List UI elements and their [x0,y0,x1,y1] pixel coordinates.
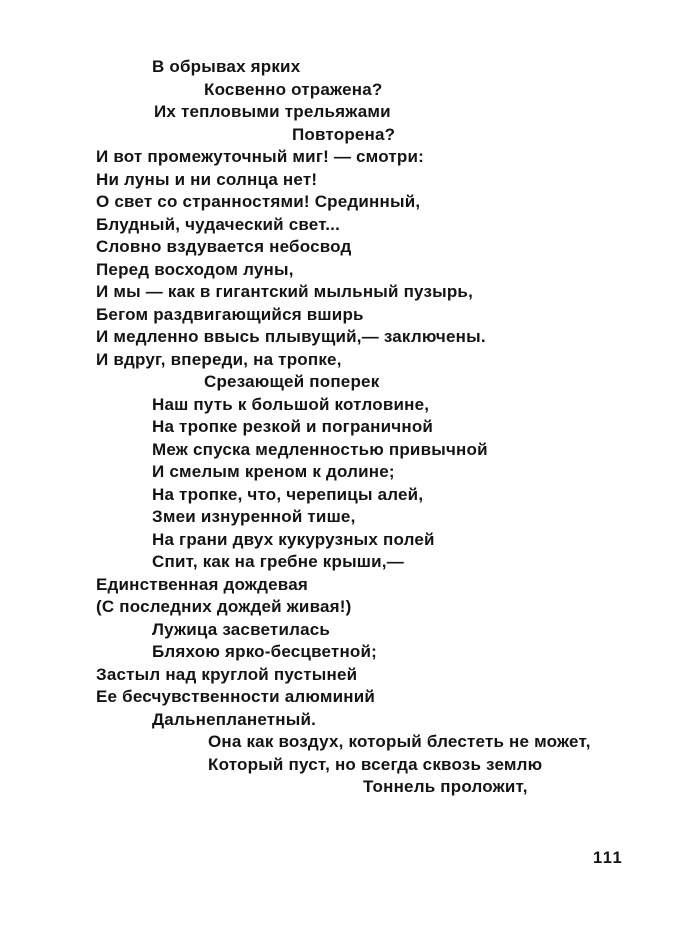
poem-line: (С последних дождей живая!) [96,597,352,616]
poem [96,56,656,799]
poem-line: Срезающей поперек [204,372,380,391]
poem-line: И мы — как в гигантский мыльный пузырь, [96,282,474,301]
poem-line: Словно вздувается небосвод [96,237,352,256]
poem-line: В обрывах ярких [152,57,301,76]
poem-line: Бегом раздвигающийся вширь [96,304,364,324]
poem-line: Единственная дождевая [96,574,308,594]
poem-line: Ни луны и ни солнца нет! [96,169,318,189]
poem-line: И вот промежуточный миг! — смотри: [96,147,425,166]
poem-line: Тоннель проложит, [363,777,528,796]
poem-line: Ее бесчувственности алюминий [96,687,376,706]
poem-line: Она как воздух, который блестеть не может, [208,732,591,751]
poem-line: И смелым креном к долине; [152,462,395,481]
poem-line: На грани двух кукурузных полей [152,529,435,549]
poem-line: Блудный, чудаческий свет... [96,214,341,234]
poem-line: Застыл над круглой пустыней [96,664,358,684]
poem-line: Их тепловыми трельяжами [154,102,391,121]
poem-line: Змеи изнуренной тише, [152,507,356,526]
poem-line: Перед восходом луны, [96,259,294,279]
poem-line: И вдруг, впереди, на тропке, [96,349,342,369]
poem-line: Спит, как на гребне крыши,— [152,552,404,571]
poem-line: Бляхою ярко-бесцветной; [152,642,378,661]
poem-line: На тропке резкой и пограничной [152,417,434,436]
page-number: 111 [593,849,624,867]
poem-line: И медленно ввысь плывущий,— заключены. [96,327,486,346]
poem-line: Который пуст, но всегда сквозь землю [208,754,543,774]
poem-line: Меж спуска медленностью привычной [152,439,488,459]
poem-line: Дальнепланетный. [152,709,317,729]
poem-line: На тропке, что, черепицы алей, [152,484,424,504]
poem-line: Повторена? [292,124,396,144]
poem-line: Лужица засветилась [152,619,331,639]
poem-line: Наш путь к большой котловине, [152,394,430,414]
poem-line: Косвенно отражена? [204,79,383,99]
poem-line: О свет со странностями! Срединный, [96,192,421,211]
